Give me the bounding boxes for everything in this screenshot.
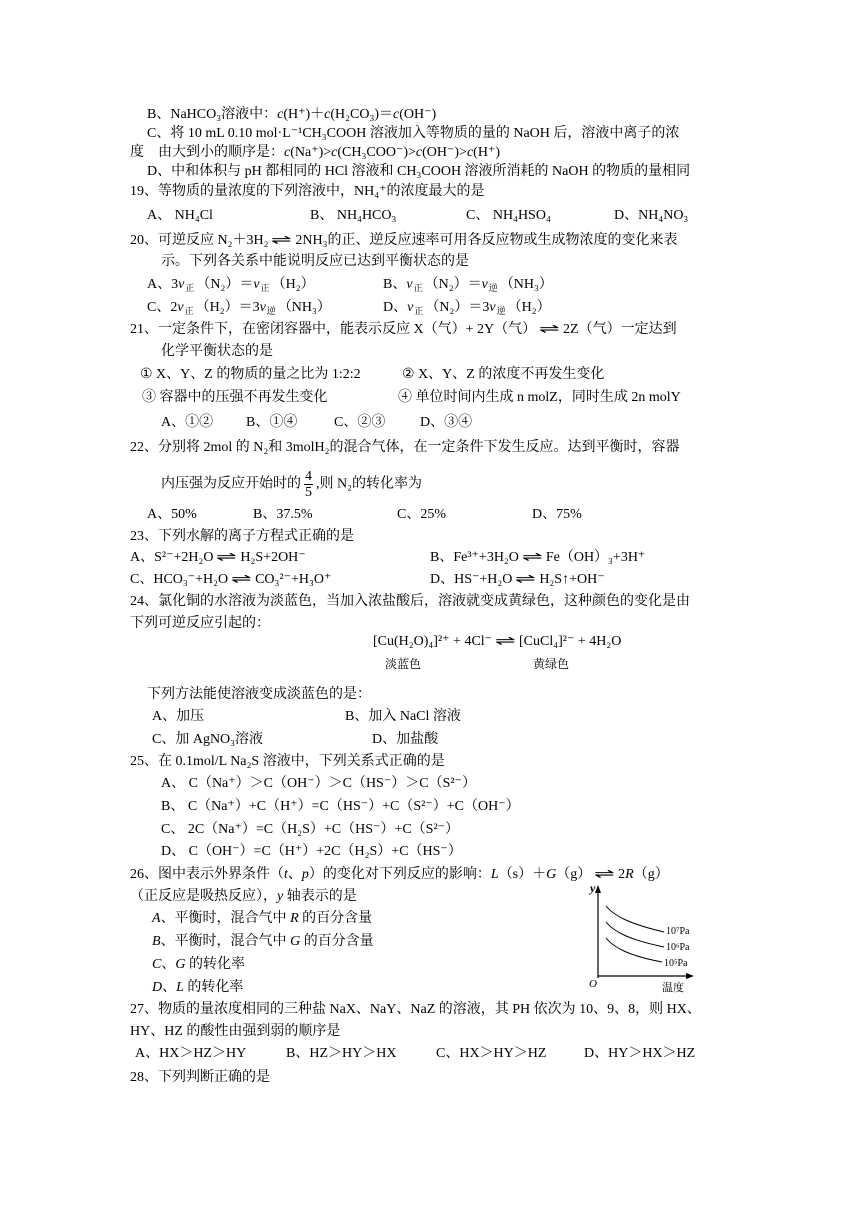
x-axis-arrowhead <box>686 973 694 979</box>
q25-stem: 25、在 0.1mol/L Na₂S 溶液中，下列关系式正确的是 <box>130 754 445 769</box>
equilibrium-arrow: ⇌ <box>539 322 560 337</box>
q27-option-c: C、HX＞HY＞HZ <box>436 1046 547 1061</box>
q26-option-d <box>152 979 243 997</box>
rate-symbol: v <box>407 300 414 315</box>
text-run: 2Z（气）一定达到 <box>563 322 677 337</box>
text-run: CO₃²⁻+H₃O⁺ <box>255 572 332 587</box>
concentration-symbol: c <box>277 107 284 122</box>
curve-label-1e5-pa: 10⁵Pa <box>664 958 688 969</box>
rate-symbol: v <box>253 277 260 292</box>
variable-symbol: y <box>277 889 284 904</box>
q25-option-b: B、 C（Na⁺）+C（H⁺）=C（HS⁻）+C（S²⁻）+C（OH⁻） <box>161 799 520 814</box>
text-run: C、2 <box>147 300 178 315</box>
rate-symbol: v <box>481 277 488 292</box>
q24-option-b: B、加入 NaCl 溶液 <box>345 709 461 724</box>
q22-option-a: A、50% <box>147 507 197 522</box>
text-run: A、S²⁻+2H₂O <box>130 550 214 565</box>
q27-option-b: B、HZ＞HY＞HX <box>286 1046 397 1061</box>
concentration-symbol: c <box>284 145 291 160</box>
variable-symbol: p <box>301 867 309 882</box>
text-run: （正反应是吸热反应）， <box>130 889 277 904</box>
q26-option-b <box>152 933 374 951</box>
text-run: D、HS⁻+H₂O <box>430 572 513 587</box>
text-run: Fe（OH）₃+3H⁺ <box>545 550 646 565</box>
text-run: [Cu(H₂O)₄]²⁺ + 4Cl⁻ <box>373 634 493 649</box>
q21-option-c: C、②③ <box>334 415 386 430</box>
text-run: （H₂） <box>507 300 551 315</box>
text-run: H₂S↑+OH⁻ <box>539 572 605 587</box>
concentration-symbol: c <box>331 145 338 160</box>
option-letter: B <box>152 934 161 949</box>
q21-option-b: B、①④ <box>246 415 298 430</box>
text-run: （N₂）＝ <box>196 277 254 292</box>
rate-subscript: 逆 <box>266 306 276 316</box>
q24-option-a: A、加压 <box>152 709 205 724</box>
text-run: ）的变化对下列反应的影响： <box>308 867 491 882</box>
concentration-symbol: c <box>393 107 400 122</box>
rate-subscript: 逆 <box>496 306 506 316</box>
q26-option-c <box>152 956 245 974</box>
q25-option-d: D、 C（OH⁻）=C（H⁺）+2C（H₂S）+C（HS⁻） <box>161 844 462 859</box>
species-symbol: L <box>490 867 499 882</box>
q24-equation <box>373 633 621 651</box>
text-run: 度 由大到小的顺序是： <box>130 145 284 160</box>
text-run: 20、可逆反应 N₂＋3H₂ <box>130 233 269 248</box>
rate-symbol: v <box>178 277 185 292</box>
text-run: A、3 <box>147 277 179 292</box>
text-run: (Na⁺)> <box>290 145 332 160</box>
fraction-denominator: 5 <box>305 485 312 500</box>
q21-option-a: A、①② <box>161 415 214 430</box>
q25-option-a: A、 C（Na⁺）＞C（OH⁻）＞C（HS⁻）＞C（S²⁻） <box>161 776 476 791</box>
text-run: C、HCO₃⁻+H₂O <box>130 572 229 587</box>
rate-subscript: 正 <box>413 283 423 293</box>
text-run: （NH₃） <box>499 277 553 292</box>
text-run: (H⁺) <box>473 145 500 160</box>
equilibrium-arrow: ⇌ <box>522 550 543 565</box>
q22-option-d: D、75% <box>532 507 582 522</box>
species-symbol: G <box>175 957 186 972</box>
q24-stem-line1: 24、氯化铜的水溶液为淡蓝色，当加入浓盐酸后，溶液就变成黄绿色，这种颜色的变化是由 <box>130 594 690 609</box>
q23-option-a <box>130 549 306 567</box>
variable-symbol: t <box>284 867 288 882</box>
species-symbol: L <box>176 980 184 995</box>
q18-option-c-line2 <box>130 144 500 162</box>
species-symbol: R <box>625 867 634 882</box>
q20-option-a <box>147 276 315 294</box>
equilibrium-arrow: ⇌ <box>594 867 616 882</box>
rate-symbol: v <box>177 300 184 315</box>
q20-stem-line2: 示。下列各关系中能说明反应已达到平衡状态的是 <box>161 254 469 269</box>
curve-label-1e7-pa: 10⁷Pa <box>666 926 690 937</box>
q20-option-b <box>383 276 553 294</box>
text-run: （NH₃） <box>277 300 331 315</box>
q18-option-d: D、中和体积与 pH 都相同的 HCl 溶液和 CH₃COOH 溶液所消耗的 NaOH 的物质的量相同 <box>147 164 691 179</box>
concentration-symbol: c <box>324 107 331 122</box>
q26-pressure-temperature-figure <box>584 880 704 995</box>
q23-option-d <box>430 571 605 589</box>
q22-stem-line1: 22、分别将 2mol 的 N₂和 3molH₂的混合气体，在一定条件下发生反应。达到平衡时，容器 <box>130 440 680 455</box>
species-symbol: G <box>290 934 301 949</box>
q21-stem-line1 <box>130 321 677 339</box>
text-run: 2NH₃的正、逆反应速率可用各反应物或生成物浓度的变化来表 <box>295 233 678 248</box>
text-run: ,则 N₂的转化率为 <box>316 476 422 492</box>
text-run: H₂S+2OH⁻ <box>240 550 306 565</box>
q19-option-c: C、 NH₄HSO₄ <box>466 208 551 223</box>
text-run: 、平衡时，混合气中 <box>160 911 291 926</box>
text-run: (OH⁻)> <box>422 145 467 160</box>
q19-option-a: A、 NH₄Cl <box>147 208 213 223</box>
q18-option-b <box>147 106 436 124</box>
q24-option-c: C、加 AgNO₃溶液 <box>152 732 264 747</box>
text-run: （H₂）＝3 <box>195 300 260 315</box>
text-run: (H₂CO₃)＝ <box>330 107 394 122</box>
rate-subscript: 正 <box>260 283 270 293</box>
text-run: 21、一定条件下，在密闭容器中，能表示反应 X（气）+ 2Y（气） <box>130 322 537 337</box>
text-run: （N₂）＝ <box>424 277 482 292</box>
q19-option-d: D、NH₄NO₃ <box>614 208 689 223</box>
q21-condition-3: ③ 容器中的压强不再发生变化 <box>142 390 328 405</box>
q28-stem: 28、下列判断正确的是 <box>130 1070 270 1085</box>
pressure-ratio-fraction <box>304 469 313 500</box>
q24-color-light-blue: 淡蓝色 <box>385 657 422 671</box>
q25-option-c: C、 2C（Na⁺）=C（H₂S）+C（HS⁻）+C（S²⁻） <box>161 822 460 837</box>
text-run: 2 <box>618 867 626 882</box>
text-run: D、 <box>383 300 408 315</box>
rate-symbol: v <box>406 277 413 292</box>
text-run: (H⁺)＋ <box>283 107 325 122</box>
q27-option-a: A、HX＞HZ＞HY <box>135 1046 247 1061</box>
text-run: 26、图中表示外界条件（ <box>130 867 284 882</box>
text-run: 的百分含量 <box>300 934 374 949</box>
text-run: (OH⁻) <box>399 107 437 122</box>
equilibrium-arrow: ⇌ <box>515 572 537 587</box>
q21-condition-1: ① X、Y、Z 的物质的量之比为 1:2:2 <box>140 367 361 382</box>
curve-1e6-pa <box>606 922 664 947</box>
q22-stem-line2 <box>161 469 422 500</box>
q18-option-c-line1: C、将 10 mL 0.10 mol·L⁻¹CH₃COOH 溶液加入等物质的量的 NaOH 后，溶液中离子的浓 <box>147 126 680 141</box>
text-run: 、 <box>161 957 176 972</box>
q27-stem-line2: HY、HZ 的酸性由强到弱的顺序是 <box>130 1024 341 1039</box>
q19-option-b: B、 NH₄HCO₃ <box>310 208 397 223</box>
text-run: (CH₃COO⁻)> <box>337 145 416 160</box>
q23-option-b <box>430 549 645 567</box>
q26-stem-line2 <box>130 888 357 906</box>
q24-question: 下列方法能使溶液变成淡蓝色的是： <box>147 687 371 702</box>
text-run: 、平衡时，混合气中 <box>160 934 291 949</box>
equilibrium-arrow: ⇌ <box>216 550 238 565</box>
option-letter: D <box>152 980 163 995</box>
q20-option-d <box>383 299 551 317</box>
curve-1e7-pa <box>606 906 664 932</box>
q22-option-c: C、25% <box>397 507 446 522</box>
q23-stem: 23、下列水解的离子方程式正确的是 <box>130 529 354 544</box>
q24-color-yellow-green: 黄绿色 <box>533 657 570 671</box>
rate-symbol: v <box>489 300 496 315</box>
q24-option-d: D、加盐酸 <box>372 732 439 747</box>
equilibrium-arrow: ⇌ <box>271 233 293 248</box>
species-symbol: R <box>290 911 299 926</box>
rate-subscript: 正 <box>184 306 194 316</box>
y-axis-arrowhead <box>595 885 601 893</box>
text-run: 的转化率 <box>185 957 245 972</box>
concentration-symbol: c <box>415 145 423 160</box>
option-letter: C <box>152 957 162 972</box>
q21-option-d: D、③④ <box>420 415 473 430</box>
q19-stem: 19、等物质的量浓度的下列溶液中，NH₄⁺的浓度最大的是 <box>130 184 485 199</box>
text-run: 的转化率 <box>183 980 244 995</box>
q21-condition-2: ② X、Y、Z 的浓度不再发生变化 <box>402 367 605 382</box>
q21-condition-4: ④ 单位时间内生成 n molZ，同时生成 2n molY <box>398 390 681 405</box>
equilibrium-arrow: ⇌ <box>231 572 252 587</box>
q27-stem-line1: 27、物质的量浓度相同的三种盐 NaX、NaY、NaZ 的溶液，其 PH 依次为 10、9、8，则 HX、 <box>130 1002 701 1017</box>
q27-option-d: D、HY＞HX＞HZ <box>584 1046 696 1061</box>
text-run: （g） <box>633 867 669 882</box>
rate-symbol: v <box>259 300 266 315</box>
text-run: 、 <box>287 867 302 882</box>
q21-stem-line2: 化学平衡状态的是 <box>161 344 273 359</box>
x-axis-label: 温度 <box>662 982 684 994</box>
equilibrium-arrow: ⇌ <box>495 634 516 649</box>
text-run: [CuCl₄]²⁻ + 4H₂O <box>518 634 622 649</box>
text-run: 、 <box>162 980 177 995</box>
option-letter: A <box>152 911 161 926</box>
q24-stem-line2: 下列可逆反应引起的： <box>130 616 270 631</box>
curve-1e5-pa <box>606 938 662 962</box>
text-run: （H₂） <box>271 277 315 292</box>
text-run: B、NaHCO₃溶液中： <box>147 107 278 122</box>
text-run: 轴表示的是 <box>283 889 357 904</box>
rate-subscript: 逆 <box>488 283 498 293</box>
curve-label-1e6-pa: 10⁶Pa <box>666 942 690 953</box>
text-run: 内压强为反应开始时的 <box>161 476 301 492</box>
fraction-numerator: 4 <box>305 469 312 484</box>
text-run: （s）＋ <box>498 867 547 882</box>
species-symbol: G <box>546 867 557 882</box>
text-run: B、Fe³⁺+3H₂O <box>430 550 519 565</box>
q26-option-a <box>152 910 372 928</box>
rate-subscript: 正 <box>185 283 195 293</box>
q22-option-b: B、37.5% <box>253 507 313 522</box>
y-axis-label: y <box>590 881 596 895</box>
q20-option-c <box>147 299 331 317</box>
text-run: B、 <box>383 277 407 292</box>
rate-subscript: 正 <box>414 306 424 316</box>
text-run: （N₂）＝3 <box>425 300 490 315</box>
text-run: 的百分含量 <box>298 911 373 926</box>
origin-label: O <box>589 978 597 990</box>
q23-option-c <box>130 571 331 589</box>
concentration-symbol: c <box>466 145 474 160</box>
q20-stem-line1 <box>130 232 678 250</box>
text-run: （g） <box>556 867 592 882</box>
